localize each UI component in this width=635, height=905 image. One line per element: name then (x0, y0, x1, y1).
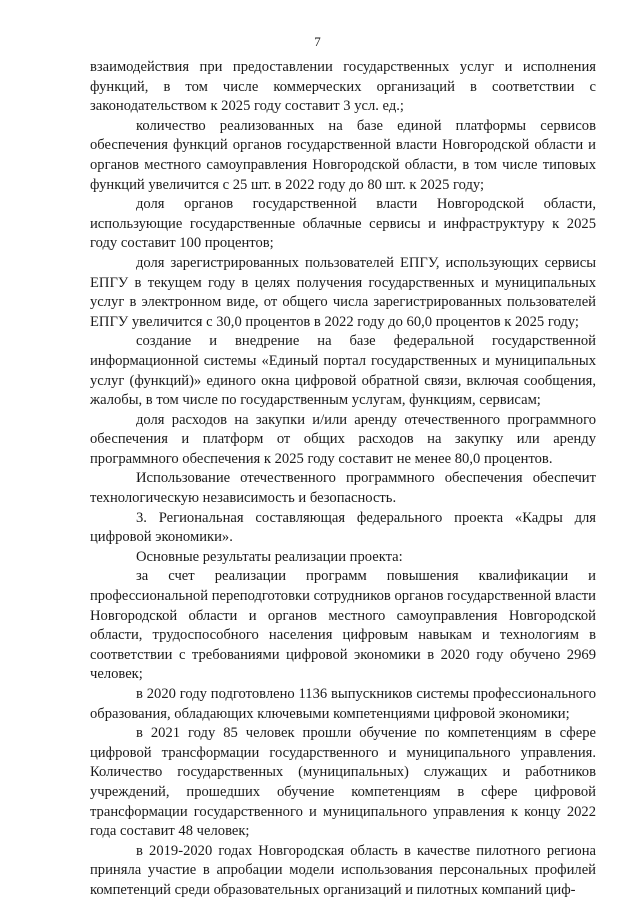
section-heading: 3. Региональная составляющая федерального проекта «Кадры для цифровой экономики». (90, 509, 596, 546)
body-text (90, 58, 596, 901)
paragraph: Использование отечественного программного обеспечения обеспечит технологическую независимость и безопасность. (90, 470, 596, 507)
paragraph: доля органов государственной власти Новгородской области, использующие государственные облачные сервисы и инфраструктуру к 2025 году составит 100 процентов; (90, 196, 596, 252)
paragraph: взаимодействия при предоставлении государственных услуг и исполнения функций, в том числе коммерческих организаций в соответствии с законодательством к 2025 году составит 3 усл. ед.; (90, 59, 596, 115)
paragraph: создание и внедрение на базе федеральной государственной информационной системы «Единый портал государственных и муниципальных услуг (функций)» единого окна цифровой обратной связи, включая сообщения, жалобы, в том числе по государственным услугам, функциям, сервисам; (90, 333, 596, 409)
paragraph: Основные результаты реализации проекта: (136, 548, 403, 565)
paragraph: в 2019-2020 годах Новгородская область в качестве пилотного региона приняла участие в апробации модели использования персональных профилей компетенций среди образовательных организаций и пилотных компаний циф- (90, 842, 596, 898)
paragraph: доля расходов на закупки и/или аренду отечественного программного обеспечения и платформ от общих расходов на закупку или аренду программного обеспечения к 2025 году составит не менее 80,0 процентов. (90, 411, 596, 467)
page-number: 7 (314, 34, 321, 49)
paragraph: количество реализованных на базе единой платформы сервисов обеспечения функций органов государственной власти Новгородской области и органов местного самоуправления Новгородской области, в том числе типовых функций увеличится с 25 шт. в 2022 году до 80 шт. к 2025 году; (90, 117, 596, 193)
paragraph: за счет реализации программ повышения квалификации и профессиональной переподготовки сотрудников органов государственной власти Новгородской области и органов местного самоуправления Новгородской области, трудоспособного населения цифровым навыкам и технологиям в соответствии с требованиями цифровой экономики в 2020 году обучено 2969 человек; (90, 568, 596, 683)
paragraph: доля зарегистрированных пользователей ЕПГУ, использующих сервисы ЕПГУ в текущем году в целях получения государственных и муниципальных услуг в электронном виде, от общего числа зарегистрированных пользователей ЕПГУ увеличится с 30,0 процентов в 2022 году до 60,0 процентов к 2025 году; (90, 254, 596, 330)
paragraph: в 2021 году 85 человек прошли обучение по компетенциям в сфере цифровой трансформации государственного и муниципального управления. Количество государственных (муниципальных) служащих и работников учреждений, прошедших обучение компетенциям в сфере цифровой трансформации государственного и муниципального управления к концу 2022 года составит 48 человек; (90, 725, 596, 840)
paragraph: в 2020 году подготовлено 1136 выпускников системы профессионального образования, обладающих ключевыми компетенциями цифровой экономики; (90, 686, 596, 722)
